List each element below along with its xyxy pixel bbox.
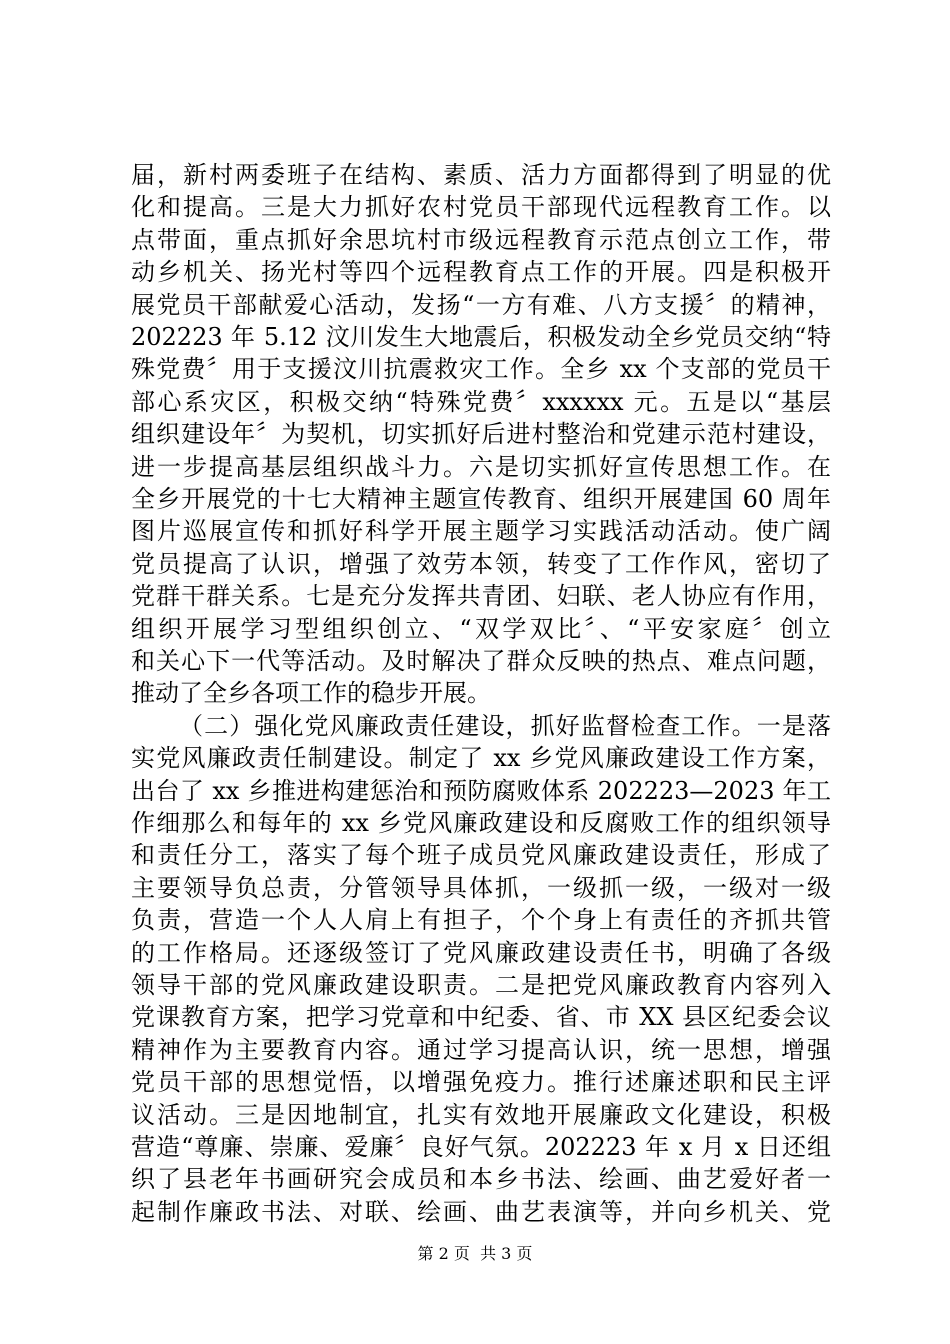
text-line: 全乡开展党的十七大精神主题宣传教育、组织开展建国 60 周年 [131,485,831,513]
text-line: 殊党费〞用于支援汶川抗震救灾工作。全乡 xx 个支部的党员干 [131,355,831,384]
page-number: 第 2 页 共 3 页 [417,1244,533,1263]
text-line: 和责任分工，落实了每个班子成员党风廉政建设责任，形成了 [131,841,831,870]
text-line: 织了县老年书画研究会成员和本乡书法、绘画、曲艺爱好者一 [131,1165,831,1194]
text-line: 部心系灾区，积极交纳“特殊党费〞xxxxxx 元。五是以“基层 [131,387,831,416]
text-line: 精神作为主要教育内容。通过学习提高认识，统一思想，增强 [131,1035,831,1064]
text-line: 党课教育方案，把学习党章和中纪委、省、市 XX 县区纪委会议 [131,1003,831,1032]
text-line: 图片巡展宣传和抓好科学开展主题学习实践活动活动。使广阔 [131,517,831,546]
text-line: 进一步提高基层组织战斗力。六是切实抓好宣传思想工作。在 [131,452,831,481]
text-line: 点带面，重点抓好余思坑村市级远程教育示范点创立工作，带 [131,225,831,254]
text-line: 实党风廉政责任制建设。制定了 xx 乡党风廉政建设工作方案， [131,744,831,773]
text-line: 202223 年 5.12 汶川发生大地震后，积极发动全乡党员交纳“特 [131,323,831,351]
text-line: 推动了全乡各项工作的稳步开展。 [131,679,491,708]
text-line: 和关心下一代等活动。及时解决了群众反映的热点、难点问题， [131,647,831,675]
page-footer [0,1242,950,1266]
text-line: 领导干部的党风廉政建设职责。二是把党风廉政教育内容列入 [131,971,831,999]
text-line: 负责，营造一个人人肩上有担子，个个身上有责任的齐抓共管 [131,906,831,935]
text-line: 党员干部的思想觉悟，以增强免疫力。推行述廉述职和民主评 [131,1068,831,1097]
text-line: 作细那么和每年的 xx 乡党风廉政建设和反腐败工作的组织领导 [131,809,831,837]
text-line: 议活动。三是因地制宜，扎实有效地开展廉政文化建设，积极 [131,1100,831,1129]
text-line: 主要领导负总责，分管领导具体抓，一级抓一级，一级对一级 [131,873,831,902]
text-line: 化和提高。三是大力抓好农村党员干部现代远程教育工作。以 [131,193,831,222]
text-line: 动乡机关、扬光村等四个远程教育点工作的开展。四是积极开 [131,258,831,287]
text-line: 组织开展学习型组织创立、“双学双比〞、“平安家庭〞创立 [131,614,831,643]
text-line: 起制作廉政书法、对联、绘画、曲艺表演等，并向乡机关、党 [131,1197,831,1226]
text-line: 营造“尊廉、崇廉、爱廉〞良好气氛。202223 年 x 月 x 日还组 [131,1133,831,1161]
text-line: 出台了 xx 乡推进构建惩治和预防腐败体系 202223—2023 年工 [131,776,831,805]
text-line: 党员提高了认识，增强了效劳本领，转变了工作作风，密切了 [131,549,831,578]
text-line: 组织建设年〞为契机，切实抓好后进村整治和党建示范村建设， [131,420,831,449]
text-line: 党群干群关系。七是充分发挥共青团、妇联、老人协应有作用， [131,582,831,611]
text-line: （二）强化党风廉政责任建设，抓好监督检查工作。一是落 [179,711,831,740]
text-line: 届，新村两委班子在结构、素质、活力方面都得到了明显的优 [131,161,831,189]
text-line: 展党员干部献爱心活动，发扬“一方有难、八方支援〞的精神， [131,290,831,319]
text-line: 的工作格局。还逐级签订了党风廉政建设责任书，明确了各级 [131,938,831,967]
